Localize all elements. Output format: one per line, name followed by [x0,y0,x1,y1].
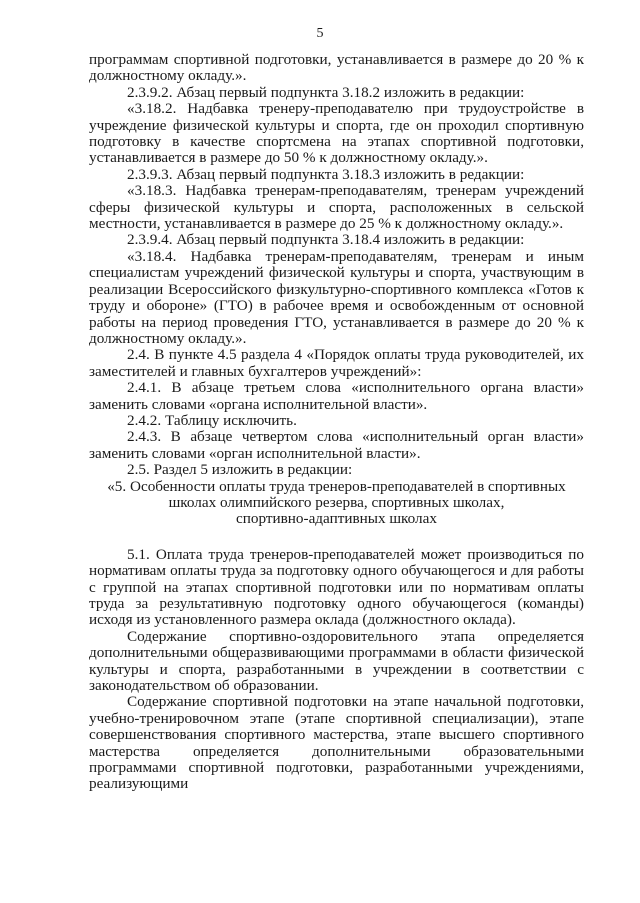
paragraph: «3.18.3. Надбавка тренерам-преподавателям, тренерам учреждений сферы физической культуры и спорта, расположенных в сельской местности, устанавливается в размере до 25 % к должностному окладу.». [89,182,584,233]
section-heading [89,479,584,528]
paragraph: 2.3.9.4. Абзац первый подпункта 3.18.4 изложить в редакции: [127,231,525,249]
paragraph: программам спортивной подготовки, устанавливается в размере до 20 % к должностному окладу.». [89,51,584,85]
paragraph: 2.3.9.2. Абзац первый подпункта 3.18.2 изложить в редакции: [127,83,525,101]
section-heading-line: «5. Особенности оплаты труда тренеров-преподавателей в спортивных [107,477,566,495]
paragraph: 2.4. В пункте 4.5 раздела 4 «Порядок оплаты труда руководителей, их заместителей и главных бухгалтеров учреждений»: [89,346,584,380]
paragraph: «3.18.4. Надбавка тренерам-преподавателям, тренерам и иным специалистам учреждений физической культуры и спорта, участвующим в реализации Всероссийского физкультурно-спортивного комплекса «Готов к труду и обороне» (ГТО) в рабочее время и освобожденным от основной работы на период проведения ГТО, устанавливается в размере до 20 % к должностному окладу.». [89,247,584,347]
section-heading-line: спортивно-адаптивных школах [236,510,437,528]
paragraph: Содержание спортивной подготовки на этапе начальной подготовки, учебно-тренировочном этапе (этапе спортивной специализации), этапе совершенствования спортивного мастерства, этапе высшего спортивного мастерства определяется дополнительными образовательными программами спортивной подготовки, разработанными учреждениями, реализующими [89,693,584,793]
paragraph: Содержание спортивно-оздоровительного этапа определяется дополнительными общеразвивающими программами в области физической культуры и спорта, разработанными в учреждении в соответствии с законодательством об образовании. [89,627,584,695]
paragraph: 2.5. Раздел 5 изложить в редакции: [127,461,353,479]
paragraph: 2.4.3. В абзаце четвертом слова «исполнительный орган власти» заменить словами «орган исполнительной власти». [89,428,584,462]
document-body [89,52,584,793]
paragraph: 2.4.1. В абзаце третьем слова «исполнительного органа власти» заменить словами «органа исполнительной власти». [89,379,584,413]
paragraph: 2.3.9.3. Абзац первый подпункта 3.18.3 изложить в редакции: [127,165,525,183]
paragraph: 2.4.2. Таблицу исключить. [127,411,297,429]
paragraph: 5.1. Оплата труда тренеров-преподавателей может производиться по нормативам оплаты труда за подготовку одного обучающегося и для работы с группой на этапах спортивной подготовки или по нормативам оплаты труда за результативную подготовку одного обучающегося (команды) исходя из установленного размера оклада (должностного оклада). [89,545,584,629]
page-number: 5 [316,26,324,41]
section-heading-line: школах олимпийского резерва, спортивных школах, [168,493,505,511]
paragraph: «3.18.2. Надбавка тренеру-преподавателю при трудоустройстве в учреждение физической культуры и спорта, где он проходил спортивную подготовку в качестве спортсмена на этапах спортивной подготовки, устанавливается в размере до 50 % к должностному окладу.». [89,100,584,167]
